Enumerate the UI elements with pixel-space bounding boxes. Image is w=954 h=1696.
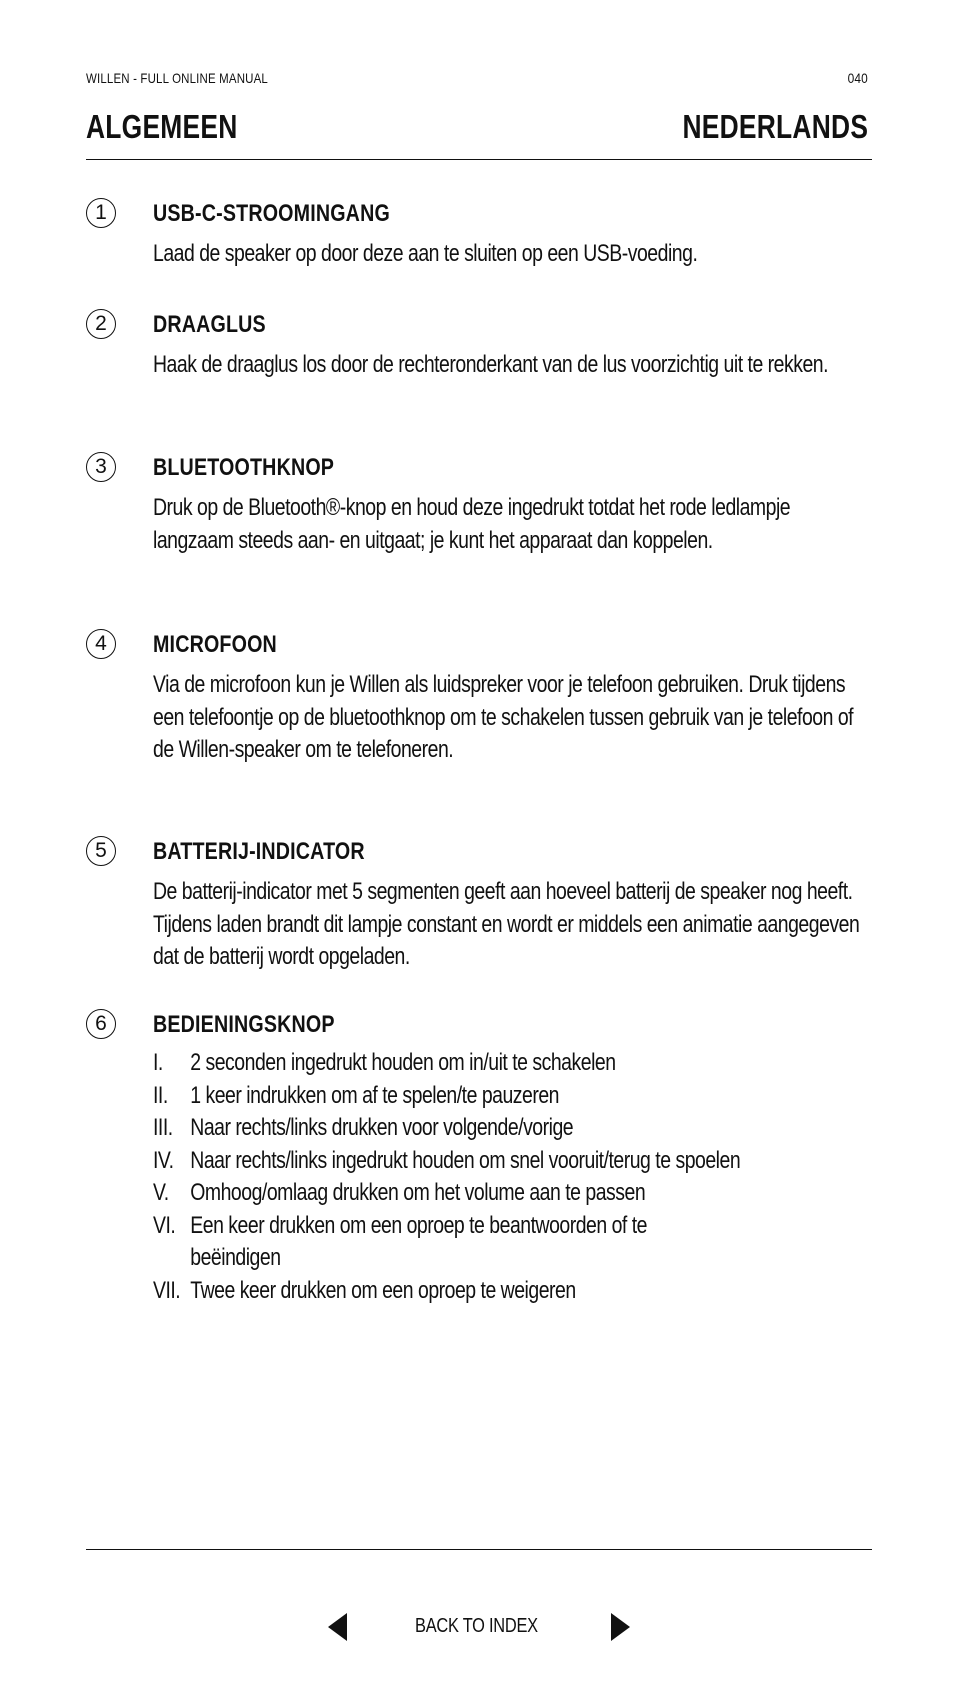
section-body-text: Laad de speaker op door deze aan te sluiten op een USB-voeding. xyxy=(153,240,698,267)
section-title: BEDIENINGSKNOP xyxy=(153,1011,335,1038)
section-title: BLUETOOTHKNOP xyxy=(153,454,335,481)
list-item xyxy=(153,1047,870,1080)
section-title: BATTERIJ-INDICATOR xyxy=(153,838,365,865)
list-item-numeral: VI. xyxy=(153,1211,176,1239)
list-item-numeral: VII. xyxy=(153,1276,181,1304)
control-instructions-list xyxy=(153,1047,870,1307)
list-item xyxy=(153,1112,870,1145)
list-item-text: Een keer drukken om een oproep te beantwoorden of te beëindigen xyxy=(190,1211,647,1271)
section-body xyxy=(153,238,874,271)
section-title: USB-C-STROOMINGANG xyxy=(153,200,390,227)
number-circle-icon: 4 xyxy=(86,629,116,659)
list-item-text: 2 seconden ingedrukt houden om in/uit te schakelen xyxy=(190,1049,616,1076)
list-item-text: Twee keer drukken om een oproep te weigeren xyxy=(190,1276,576,1304)
section-body-text: Via de microfoon kun je Willen als luidspreker voor je telefoon gebruiken. Druk tijdens een telefoontje op de bluetoothknop om te schakelen tussen gebruik van je telefoon of de Willen-speaker om te telefoneren. xyxy=(153,671,854,763)
section-title: DRAAGLUS xyxy=(153,311,266,338)
number-circle-icon: 1 xyxy=(86,198,116,228)
section-body-text: Haak de draaglus los door de rechteronderkant van de lus voorzichtig uit te rekken. xyxy=(153,351,829,378)
footer-navigation xyxy=(0,1608,954,1648)
heading-row xyxy=(86,108,868,152)
section-body xyxy=(153,349,874,382)
list-item-numeral: III. xyxy=(153,1114,173,1141)
manual-title: WILLEN - FULL ONLINE MANUAL xyxy=(86,70,268,86)
section-heading: ALGEMEEN xyxy=(86,108,238,145)
list-item xyxy=(153,1177,870,1210)
section-body-text: De batterij-indicator met 5 segmenten geeft aan hoeveel batterij de speaker nog heeft. Tijdens laden brandt dit lampje constant en wordt er middels een animatie aangegeven dat de batterij wordt opgeladen. xyxy=(153,878,860,970)
number-circle-icon: 3 xyxy=(86,452,116,482)
page-number: 040 xyxy=(847,70,868,86)
number-circle-icon: 6 xyxy=(86,1009,116,1039)
list-item-text: Omhoog/omlaag drukken om het volume aan te passen xyxy=(190,1179,646,1206)
header-divider xyxy=(86,159,872,160)
list-item-numeral: IV. xyxy=(153,1146,174,1174)
triangle-right-icon[interactable] xyxy=(611,1613,630,1641)
list-item-numeral: II. xyxy=(153,1081,168,1109)
language-heading: NEDERLANDS xyxy=(682,108,868,145)
section-body xyxy=(153,876,874,974)
list-item xyxy=(153,1145,870,1178)
list-item xyxy=(153,1275,870,1308)
number-circle-icon: 2 xyxy=(86,309,116,339)
section-title: MICROFOON xyxy=(153,631,277,658)
list-item-text: 1 keer indrukken om af te spelen/te pauzeren xyxy=(190,1081,559,1109)
list-item-text: Naar rechts/links ingedrukt houden om snel vooruit/terug te spoelen xyxy=(190,1146,741,1174)
list-item-numeral: I. xyxy=(153,1049,163,1076)
list-item xyxy=(153,1080,870,1113)
footer-divider xyxy=(86,1549,872,1550)
page-header-meta xyxy=(86,70,868,90)
section-body xyxy=(153,492,874,557)
section-body-text: Druk op de Bluetooth®-knop en houd deze ingedrukt totdat het rode ledlampje langzaam steeds aan- en uitgaat; je kunt het apparaat dan koppelen. xyxy=(153,494,791,554)
triangle-left-icon[interactable] xyxy=(328,1613,347,1641)
section-body xyxy=(153,669,874,767)
back-to-index-link[interactable]: BACK TO INDEX xyxy=(415,1615,538,1637)
number-circle-icon: 5 xyxy=(86,836,116,866)
list-item-numeral: V. xyxy=(153,1179,169,1206)
list-item-text: Naar rechts/links drukken voor volgende/vorige xyxy=(190,1114,574,1141)
list-item xyxy=(153,1210,870,1275)
